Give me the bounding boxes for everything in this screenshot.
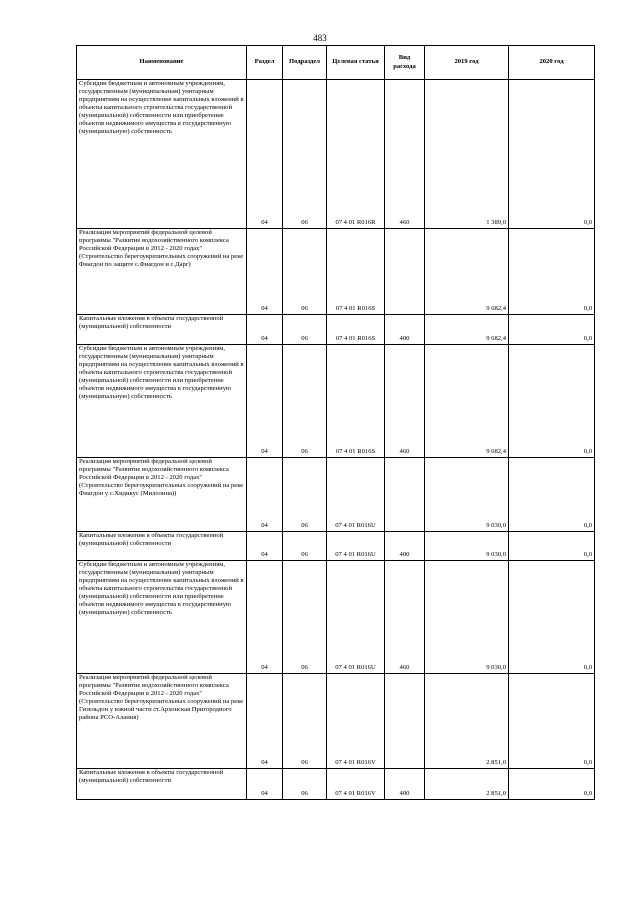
row-section: 04 [247,458,283,532]
row-target: 07 4 01 R016S [327,345,385,458]
row-2020: 0,0 [509,80,595,229]
row-subsection: 06 [283,769,327,800]
row-name: Субсидии бюджетным и автономным учреждениям, государственным (муниципальным) унитарным предприятиям на осуществление капитальных вложений в объекты капитального строительства государственной (муниципальной) собственности или приобретение объектов недвижимого имущества в государственную (муниципальную) собственность [77,80,247,229]
row-section: 04 [247,80,283,229]
row-target: 07 4 01 R016V [327,769,385,800]
row-section: 04 [247,561,283,674]
row-2019: 9 030,0 [425,561,509,674]
row-expense-type: 460 [385,345,425,458]
header-name: Наименование [77,46,247,80]
row-section: 04 [247,532,283,561]
row-name: Реализация мероприятий федеральной целевой программы "Развитие водохозяйственного комплекса Российской Федерации в 2012 - 2020 годах" (Строительство берегоукрепительных сооружений на реке Фиагдон по защите с.Фиагдон и с.Дарг) [77,229,247,315]
row-section: 04 [247,345,283,458]
row-expense-type [385,229,425,315]
row-name: Субсидии бюджетным и автономным учреждениям, государственным (муниципальным) унитарным предприятиям на осуществление капитальных вложений в объекты капитального строительства государственной (муниципальной) собственности или приобретение объектов недвижимого имущества в государственную (муниципальную) собственность [77,561,247,674]
table-row [77,80,595,229]
row-subsection: 06 [283,674,327,769]
row-expense-type: 400 [385,315,425,345]
row-expense-type: 400 [385,769,425,800]
table-row [77,458,595,532]
row-target: 07 4 01 R016U [327,458,385,532]
header-target: Целевая статья [327,46,385,80]
row-2020: 0,0 [509,229,595,315]
row-name: Субсидии бюджетным и автономным учреждениям, государственным (муниципальным) унитарным предприятиям на осуществление капитальных вложений в объекты капитального строительства государственной (муниципальной) собственности или приобретение объектов недвижимого имущества в государственную (муниципальную) собственность [77,345,247,458]
row-expense-type: 460 [385,561,425,674]
row-name: Реализация мероприятий федеральной целевой программы "Развитие водохозяйственного комплекса Российской Федерации в 2012 - 2020 годах" (Строительство берегоукрепительных сооружений на реке Гизельдон у южной части ст.Архонская Пригородного района РСО-Алания) [77,674,247,769]
header-expense-type: Вид расхода [385,46,425,80]
row-2020: 0,0 [509,458,595,532]
table-row [77,561,595,674]
row-2020: 0,0 [509,315,595,345]
row-name: Капитальные вложения в объекты государственной (муниципальной) собственности [77,315,247,345]
row-2019: 2 851,0 [425,769,509,800]
table-header-row [77,46,595,80]
table-row [77,674,595,769]
table-row [77,229,595,315]
table-row [77,532,595,561]
row-expense-type [385,674,425,769]
row-subsection: 06 [283,532,327,561]
row-section: 04 [247,315,283,345]
row-target: 07 4 01 R016U [327,532,385,561]
row-2019: 9 030,0 [425,458,509,532]
row-name: Реализация мероприятий федеральной целевой программы "Развитие водохозяйственного комплекса Российской Федерации в 2012 - 2020 годах" (Строительство берегоукрепительных сооружений на реке Фиагдон у с.Хидикус (Милолина)) [77,458,247,532]
row-2020: 0,0 [509,561,595,674]
row-2020: 0,0 [509,345,595,458]
row-name: Капитальные вложения в объекты государственной (муниципальной) собственности [77,769,247,800]
row-2019: 9 682,4 [425,315,509,345]
row-subsection: 06 [283,458,327,532]
row-subsection: 06 [283,561,327,674]
row-expense-type [385,458,425,532]
row-section: 04 [247,229,283,315]
row-target: 07 4 01 R016S [327,229,385,315]
row-subsection: 06 [283,80,327,229]
row-section: 04 [247,769,283,800]
row-subsection: 06 [283,345,327,458]
row-2020: 0,0 [509,532,595,561]
row-2019: 2 851,0 [425,674,509,769]
row-expense-type: 460 [385,80,425,229]
row-name: Капитальные вложения в объекты государственной (муниципальной) собственности [77,532,247,561]
row-target: 07 4 01 R016S [327,315,385,345]
table-row [77,315,595,345]
header-subsection: Подраздел [283,46,327,80]
row-target: 07 4 01 R016R [327,80,385,229]
row-2020: 0,0 [509,769,595,800]
row-target: 07 4 01 R016U [327,561,385,674]
row-subsection: 06 [283,229,327,315]
header-2019: 2019 год [425,46,509,80]
row-expense-type: 400 [385,532,425,561]
row-target: 07 4 01 R016V [327,674,385,769]
row-section: 04 [247,674,283,769]
row-2019: 9 682,4 [425,345,509,458]
row-2019: 9 682,4 [425,229,509,315]
row-2019: 1 389,0 [425,80,509,229]
row-subsection: 06 [283,315,327,345]
header-section: Раздел [247,46,283,80]
budget-table [76,45,595,800]
table-row [77,769,595,800]
row-2020: 0,0 [509,674,595,769]
page-number: 483 [313,33,327,43]
header-2020: 2020 год [509,46,595,80]
row-2019: 9 030,0 [425,532,509,561]
table-row [77,345,595,458]
